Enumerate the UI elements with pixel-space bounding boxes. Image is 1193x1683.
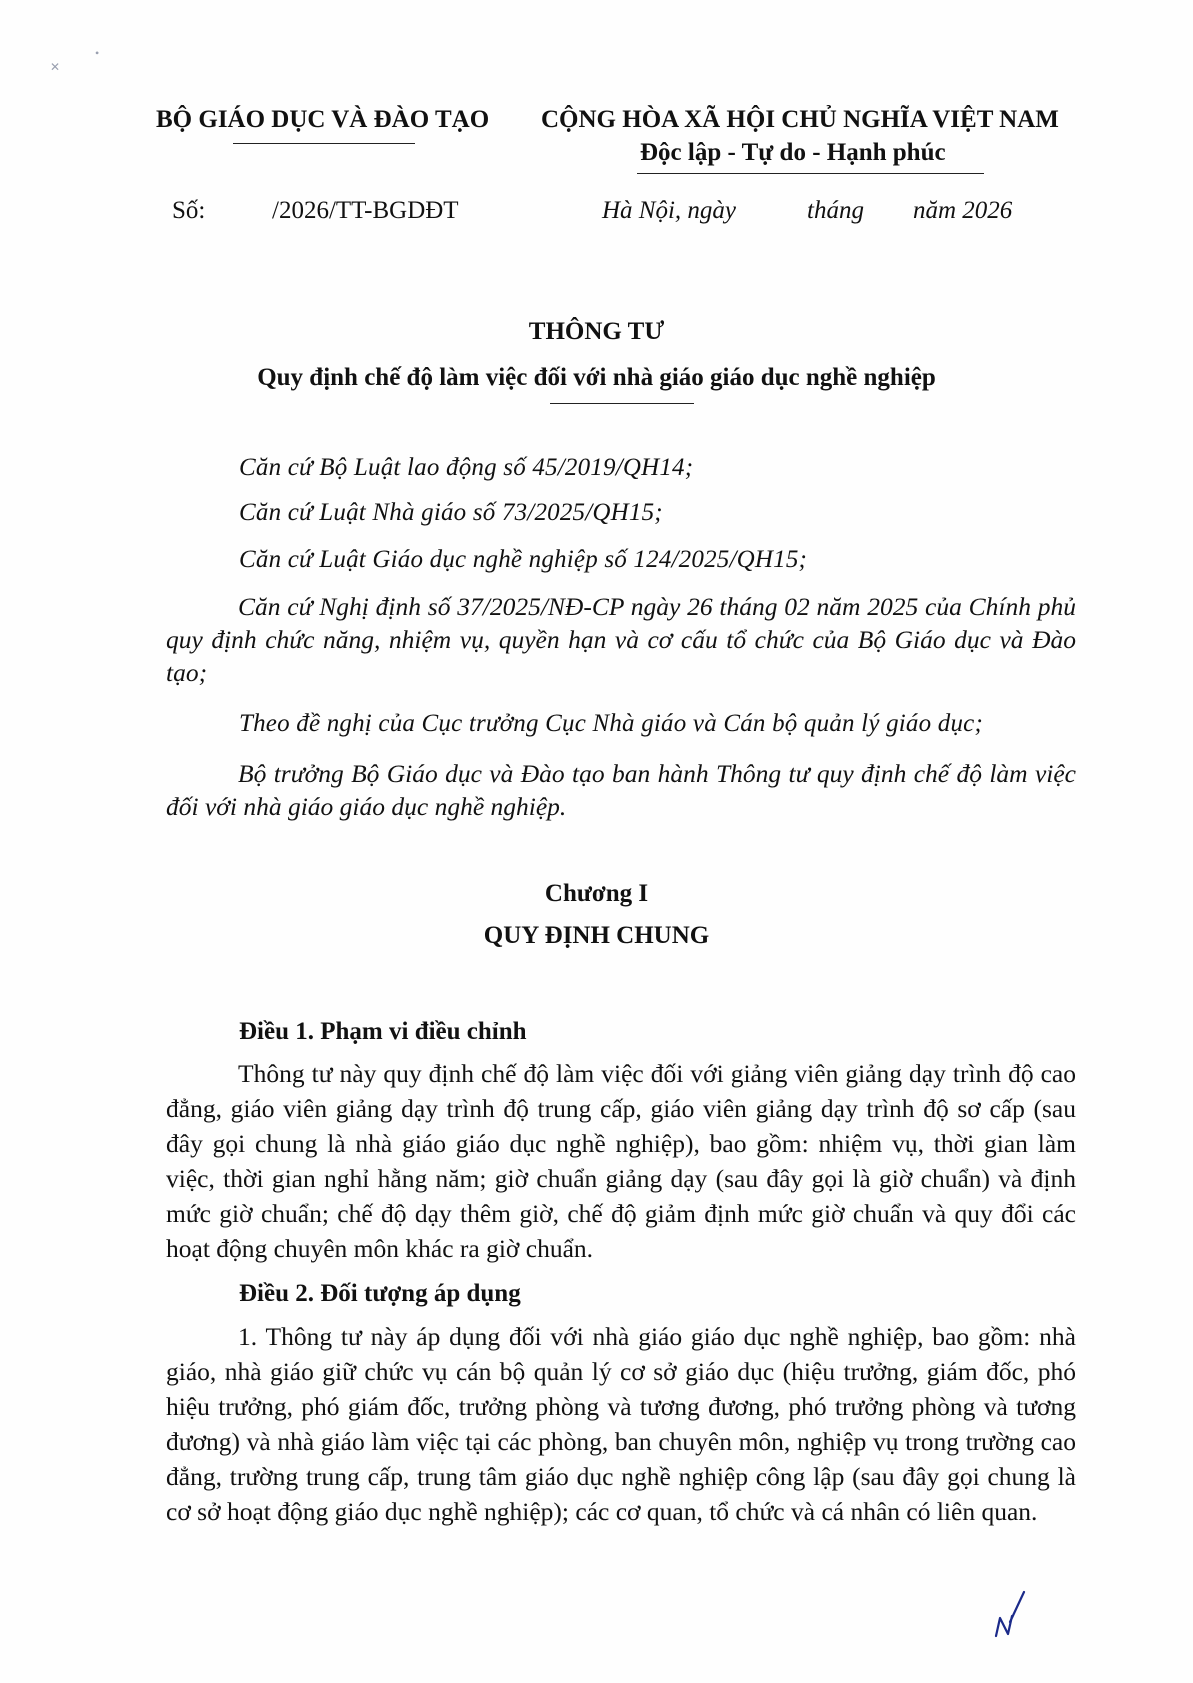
legal-basis: Căn cứ Luật Nhà giáo số 73/2025/QH15; [239, 499, 663, 526]
article-text: Thông tư này quy định chế độ làm việc đối với giảng viên giảng dạy trình độ cao đẳng, giáo viên giảng dạy trình độ trung cấp, giáo viên giảng dạy trình độ sơ cấp (sau đây gọi chung là nhà giáo giáo dục nghề nghiệp), bao gồm: nhiệm vụ, thời gian làm việc, thời gian nghỉ hằng năm; giờ chuẩn giảng dạy (sau đây gọi là giờ chuẩn) và định mức giờ chuẩn; chế độ dạy thêm giờ, chế độ giảm định mức giờ chuẩn và quy đổi các hoạt động chuyên môn khác ra giờ chuẩn. [166, 1059, 1076, 1263]
issuance-statement: Bộ trưởng Bộ Giáo dục và Đào tạo ban hành Thông tư quy định chế độ làm việc đối với nhà giáo giáo dục nghề nghiệp. [166, 759, 1076, 821]
article-heading: Điều 1. Phạm vi điều chỉnh [239, 1018, 527, 1045]
subject-underline [550, 403, 694, 404]
document-type: THÔNG TƯ [528, 318, 665, 345]
date-month: tháng [807, 197, 864, 224]
legal-basis: Căn cứ Nghị định số 37/2025/NĐ-CP ngày 26 tháng 02 năm 2025 của Chính phủ quy định chức năng, nhiệm vụ, quyền hạn và cơ cấu tổ chức của Bộ Giáo dục và Đào tạo; [166, 592, 1076, 687]
motto-underline [637, 173, 984, 174]
ministry-underline [233, 143, 415, 144]
chapter-title: QUY ĐỊNH CHUNG [483, 922, 710, 949]
national-motto: Độc lập - Tự do - Hạnh phúc [640, 139, 946, 166]
initials-signature-icon [990, 1588, 1030, 1644]
article-text: 1. Thông tư này áp dụng đối với nhà giáo giáo dục nghề nghiệp, bao gồm: nhà giáo, nhà giáo giữ chức vụ cán bộ quản lý cơ sở giáo dục (hiệu trưởng, giám đốc, phó hiệu trưởng, phó giám đốc, trưởng phòng và tương đương, phó trưởng phòng và tương đương) và nhà giáo làm việc tại các phòng, ban chuyên môn, nghiệp vụ trong trường cao đẳng, trường trung cấp, trung tâm giáo dục nghề nghiệp công lập (sau đây gọi chung là cơ sở hoạt động giáo dục nghề nghiệp); các cơ quan, tổ chức và cá nhân có liên quan. [166, 1322, 1076, 1526]
proposal-line: Theo đề nghị của Cục trưởng Cục Nhà giáo và Cán bộ quản lý giáo dục; [239, 710, 983, 737]
chapter-label: Chương I [544, 880, 649, 907]
scan-mark: • [95, 46, 100, 60]
legal-basis: Căn cứ Bộ Luật lao động số 45/2019/QH14; [239, 454, 694, 481]
republic-name: CỘNG HÒA XÃ HỘI CHỦ NGHĨA VIỆT NAM [541, 106, 1059, 133]
date-year: năm 2026 [913, 197, 1013, 224]
document-number-label: Số: [172, 197, 206, 224]
scan-mark: ✕ [50, 60, 61, 74]
document-subject: Quy định chế độ làm việc đối với nhà giáo giáo dục nghề nghiệp [257, 364, 936, 391]
article-heading: Điều 2. Đối tượng áp dụng [239, 1280, 521, 1307]
date-place: Hà Nội, ngày [602, 197, 737, 224]
legal-basis: Căn cứ Luật Giáo dục nghề nghiệp số 124/2025/QH15; [239, 546, 808, 573]
ministry-name: BỘ GIÁO DỤC VÀ ĐÀO TẠO [156, 106, 490, 133]
document-number: /2026/TT-BGDĐT [272, 197, 459, 224]
